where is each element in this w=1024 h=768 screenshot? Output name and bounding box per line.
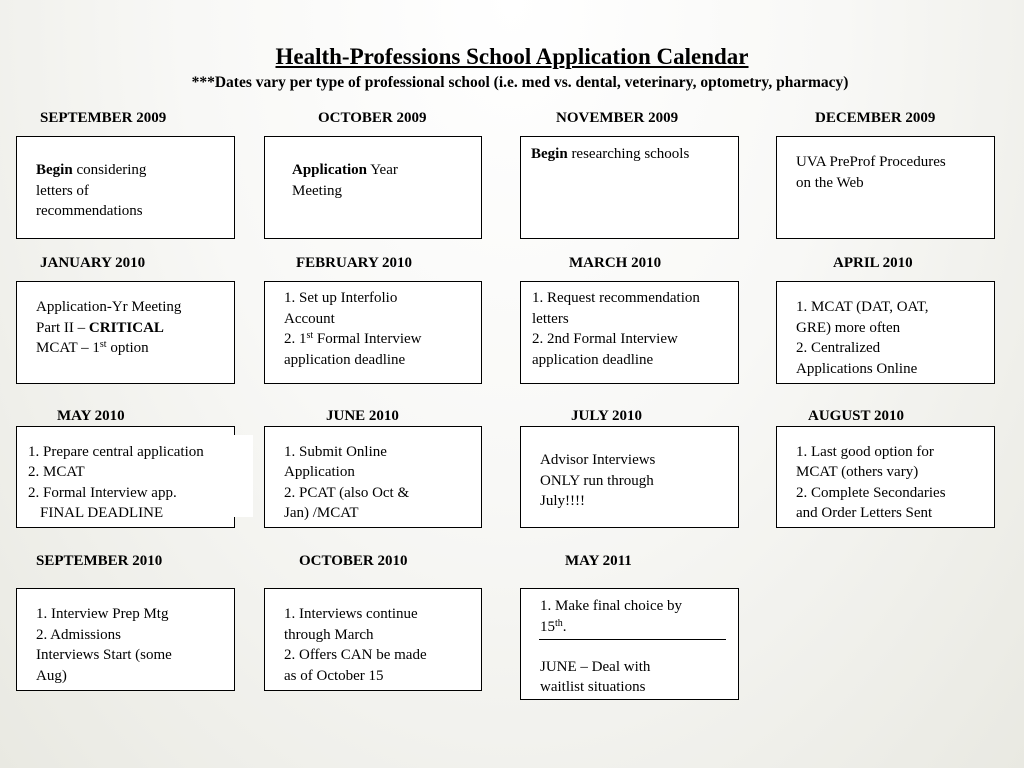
card-text: 1. MCAT (DAT, OAT,: [796, 299, 929, 315]
card-text: MCAT – 1: [36, 340, 100, 356]
month-heading-may2011: MAY 2011: [565, 553, 632, 569]
card-text: recommendations: [36, 203, 143, 219]
card-text: Aug): [36, 668, 67, 684]
card-text: 1. Request recommendation: [532, 290, 700, 306]
card-text: Advisor Interviews: [540, 452, 656, 468]
card-text: FINAL DEADLINE: [40, 505, 164, 521]
card-text: 1. Last good option for: [796, 444, 934, 460]
card-text: Year: [367, 162, 398, 178]
calendar-card-nov2009: [520, 136, 739, 239]
divider-line: [539, 639, 726, 640]
calendar-card-mar2010: [520, 281, 739, 384]
card-text: Formal Interview: [313, 331, 422, 347]
card-text: considering: [72, 162, 147, 178]
month-heading-aug2010: AUGUST 2010: [808, 408, 904, 424]
month-heading-jun2010: JUNE 2010: [326, 408, 399, 424]
card-text: UVA PreProf Procedures: [796, 154, 946, 170]
page-title: Health-Professions School Application Calendar: [275, 44, 749, 69]
ordinal-suffix: st: [306, 330, 314, 341]
card-text: 1. Interview Prep Mtg: [36, 606, 169, 622]
month-heading-nov2009: NOVEMBER 2009: [556, 110, 679, 126]
card-text: GRE) more often: [796, 320, 901, 336]
month-heading-jul2010: JULY 2010: [571, 408, 642, 424]
calendar-card-oct2009: [264, 136, 482, 239]
month-heading-may2010: MAY 2010: [57, 408, 125, 424]
card-text: Application-Yr Meeting: [36, 299, 182, 315]
calendar-card-apr2010: [776, 281, 995, 384]
card-text: application deadline: [532, 352, 654, 368]
month-heading-oct2010: OCTOBER 2010: [299, 553, 408, 569]
card-text: Account: [284, 311, 335, 327]
month-heading-dec2009: DECEMBER 2009: [815, 110, 936, 126]
card-text: 1. Make final choice by: [540, 598, 683, 614]
ordinal-suffix: th: [555, 618, 563, 629]
card-text: 2. Centralized: [796, 340, 881, 356]
calendar-card-jun2010: [264, 426, 482, 528]
card-text: 2. Admissions: [36, 627, 122, 643]
calendar-card-sep2009: [16, 136, 235, 239]
calendar-card-dec2009: [776, 136, 995, 239]
card-text: 1. Prepare central application: [28, 444, 204, 460]
card-text: ONLY run through: [540, 473, 654, 489]
card-text: and Order Letters Sent: [796, 505, 933, 521]
month-heading-mar2010: MARCH 2010: [569, 255, 662, 271]
card-text: 1. Submit Online: [284, 444, 387, 460]
card-text: application deadline: [284, 352, 406, 368]
card-text: as of October 15: [284, 668, 384, 684]
card-bold-label: Begin: [531, 146, 568, 162]
calendar-card-jul2010: [520, 426, 739, 528]
calendar-card-jan2010: [16, 281, 235, 384]
ordinal-suffix: st: [99, 339, 107, 350]
card-text: Jan) /MCAT: [284, 505, 359, 521]
card-text: on the Web: [796, 175, 864, 191]
card-text: .: [562, 619, 567, 635]
month-heading-sep2010: SEPTEMBER 2010: [36, 553, 163, 569]
card-text: JUNE – Deal with: [540, 659, 651, 675]
calendar-card-oct2010: [264, 588, 482, 691]
calendar-card-feb2010: [264, 281, 482, 384]
card-text: 2. MCAT: [28, 464, 85, 480]
card-text: Meeting: [292, 183, 342, 199]
calendar-card-aug2010: [776, 426, 995, 528]
card-text: researching schools: [567, 146, 690, 162]
card-text: letters of: [36, 183, 89, 199]
card-bold-label: CRITICAL: [88, 320, 164, 336]
page-subtitle: ***Dates vary per type of professional school (i.e. med vs. dental, veterinary, optometry, pharmacy): [191, 74, 849, 91]
card-text: 1. Set up Interfolio: [284, 290, 398, 306]
card-text: waitlist situations: [540, 679, 646, 695]
calendar-card-may2010: [16, 426, 235, 528]
card-text: 2. 2nd Formal Interview: [532, 331, 678, 347]
card-text: Application: [284, 464, 355, 480]
card-text: MCAT (others vary): [796, 464, 919, 480]
card-bold-label: Begin: [36, 162, 73, 178]
month-heading-oct2009: OCTOBER 2009: [318, 110, 427, 126]
card-text: 2. Formal Interview app.: [28, 485, 177, 501]
card-text: 2. Complete Secondaries: [796, 485, 946, 501]
card-text: 1. Interviews continue: [284, 606, 418, 622]
card-text: Interviews Start (some: [36, 647, 172, 663]
calendar-card-may2011: [520, 588, 739, 700]
card-text: 2. Offers CAN be made: [284, 647, 427, 663]
calendar-card-sep2010: [16, 588, 235, 691]
card-text: 15: [540, 619, 555, 635]
month-heading-jan2010: JANUARY 2010: [40, 255, 146, 271]
card-text: option: [106, 340, 149, 356]
card-text: letters: [532, 311, 569, 327]
month-heading-sep2009: SEPTEMBER 2009: [40, 110, 167, 126]
month-heading-apr2010: APRIL 2010: [833, 255, 913, 271]
card-text: July!!!!: [540, 493, 585, 509]
card-text: through March: [284, 627, 374, 643]
card-text: Applications Online: [796, 361, 918, 377]
card-bold-label: Application: [292, 162, 368, 178]
month-heading-feb2010: FEBRUARY 2010: [296, 255, 413, 271]
card-text: 2. PCAT (also Oct &: [284, 485, 410, 501]
card-text: Part II –: [36, 320, 89, 336]
card-text: 2. 1: [284, 331, 307, 347]
